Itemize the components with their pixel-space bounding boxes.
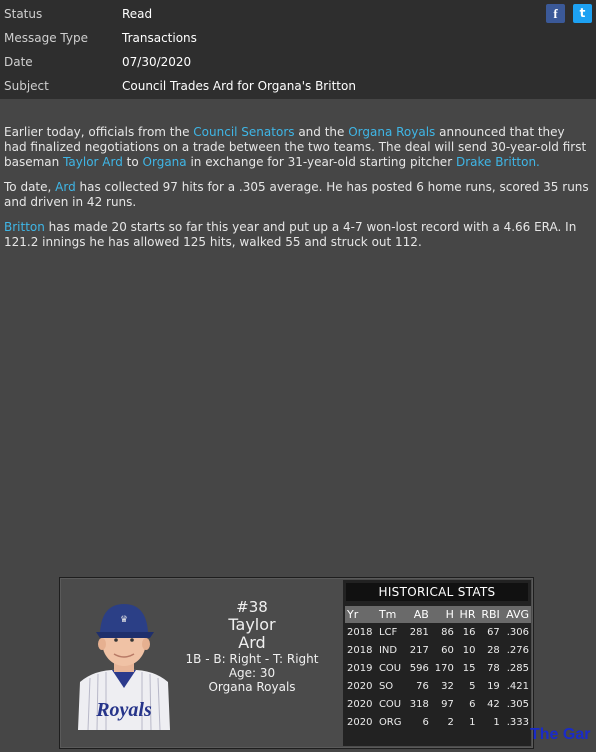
stat-cell: 217 <box>409 644 429 656</box>
stat-cell: .421 <box>506 680 529 692</box>
table-row <box>345 641 531 659</box>
twitter-share-icon[interactable]: t <box>573 4 592 23</box>
player-link-drake-britton[interactable]: Drake Britton. <box>455 155 540 169</box>
meta-label: Subject <box>4 79 49 93</box>
stat-cell: 170 <box>434 662 454 674</box>
article-body <box>4 125 589 260</box>
stat-cell: COU <box>378 698 402 710</box>
jersey-text: Royals <box>96 699 152 721</box>
stat-cell: 2019 <box>347 662 373 674</box>
article-paragraph: Britton has made 20 starts so far this year and put up a 4-7 won-lost record with a 4.66 ERA. In 121.2 innings he has allowed 125 hits, walked 55 and struck out 112. <box>4 220 577 249</box>
player-first-name: Taylor <box>228 615 276 634</box>
column-header[interactable]: RBI <box>477 606 501 623</box>
player-link-taylor-ard[interactable]: Taylor Ard <box>63 155 123 169</box>
stat-cell: 281 <box>409 626 429 638</box>
team-link-organa[interactable]: Organa <box>142 155 187 169</box>
stat-cell: 97 <box>441 698 454 710</box>
column-header[interactable]: AVG <box>502 606 531 623</box>
stat-cell: 28 <box>487 644 500 656</box>
player-number: #38 <box>236 598 268 616</box>
watermark-brand-text: The Gar <box>530 726 591 743</box>
historical-stats-panel <box>343 580 531 746</box>
player-portrait[interactable] <box>76 598 172 730</box>
player-team[interactable]: Organa Royals <box>208 680 296 694</box>
meta-row-date <box>0 50 596 74</box>
stat-cell: .285 <box>506 662 529 674</box>
article-paragraph: Earlier today, officials from the Council Senators and the Organa Royals announced that they had finalized negotiations on a trade between the two teams. The deal will send 30-year-old first baseman Taylor Ard to Organa in exchange for 31-year-old starting pitcher Drake Britton. <box>4 125 587 169</box>
stat-cell: 6 <box>469 698 476 710</box>
stat-cell: 2018 <box>347 626 373 638</box>
stat-cell: 15 <box>462 662 476 674</box>
column-header[interactable]: HR <box>456 606 478 623</box>
stat-cell: 596 <box>409 662 429 674</box>
stat-cell: 2020 <box>347 680 373 692</box>
player-link-ard[interactable]: Ard <box>55 180 76 194</box>
stat-cell: 32 <box>441 680 454 692</box>
table-row <box>345 677 531 695</box>
stat-cell: ORG <box>378 716 402 728</box>
stat-cell: 2020 <box>347 698 373 710</box>
team-link-council-senators[interactable]: Council Senators <box>193 125 295 139</box>
table-row <box>345 695 531 713</box>
historical-stats-table <box>345 606 531 731</box>
stat-cell: .333 <box>506 716 529 728</box>
stat-cell: 19 <box>487 680 500 692</box>
team-link-organa-royals[interactable]: Organa Royals <box>348 125 436 139</box>
player-last-name[interactable]: Ard <box>238 633 266 652</box>
stat-cell: .306 <box>506 626 529 638</box>
article-paragraph: To date, Ard has collected 97 hits for a .305 average. He has posted 6 home runs, scored 35 runs and driven in 42 runs. <box>4 180 589 209</box>
meta-row-subject <box>0 74 596 98</box>
table-row <box>345 713 531 731</box>
stat-cell: 67 <box>487 626 500 638</box>
meta-value: 07/30/2020 <box>122 55 192 69</box>
stat-cell: COU <box>378 662 402 674</box>
stat-cell: 2018 <box>347 644 373 656</box>
stat-cell: SO <box>378 680 394 692</box>
meta-label: Date <box>4 55 33 69</box>
table-row <box>345 659 531 677</box>
stat-cell: 2 <box>447 716 454 728</box>
meta-label: Status <box>4 7 43 21</box>
stat-cell: IND <box>378 644 398 656</box>
stat-cell: 42 <box>487 698 500 710</box>
stat-cell: 60 <box>441 644 454 656</box>
meta-row-status <box>0 2 596 26</box>
stat-cell: 318 <box>409 698 429 710</box>
message-meta-panel <box>0 0 596 99</box>
stat-cell: 6 <box>422 716 429 728</box>
meta-value: Council Trades Ard for Organa's Britton <box>122 79 356 93</box>
player-position-bats-throws: 1B - B: Right - T: Right <box>185 652 319 666</box>
stat-cell: .305 <box>506 698 529 710</box>
stat-cell: 78 <box>487 662 500 674</box>
player-info <box>172 598 332 694</box>
meta-label: Message Type <box>4 31 88 45</box>
meta-row-message-type <box>0 26 596 50</box>
stat-cell: 76 <box>416 680 429 692</box>
meta-value: Read <box>122 7 153 21</box>
historical-stats-title: HISTORICAL STATS <box>346 583 528 601</box>
table-row <box>345 623 531 641</box>
player-link-britton[interactable]: Britton <box>4 220 45 234</box>
stats-header-row <box>345 606 531 623</box>
meta-value: Transactions <box>122 31 197 45</box>
facebook-share-icon[interactable]: f <box>546 4 565 23</box>
stat-cell: 1 <box>469 716 476 728</box>
stat-cell: 2020 <box>347 716 373 728</box>
column-header[interactable]: Yr <box>345 606 377 623</box>
player-card <box>59 577 534 749</box>
player-age: Age: 30 <box>228 666 276 680</box>
column-header[interactable]: Tm <box>377 606 406 623</box>
column-header[interactable]: H <box>431 606 456 623</box>
svg-text:♛: ♛ <box>119 615 129 625</box>
stat-cell: 1 <box>493 716 500 728</box>
column-header[interactable]: AB <box>406 606 431 623</box>
stat-cell: LCF <box>378 626 398 638</box>
stat-cell: 10 <box>462 644 476 656</box>
stat-cell: 5 <box>469 680 476 692</box>
stat-cell: .276 <box>506 644 529 656</box>
stat-cell: 86 <box>441 626 454 638</box>
stat-cell: 16 <box>462 626 476 638</box>
